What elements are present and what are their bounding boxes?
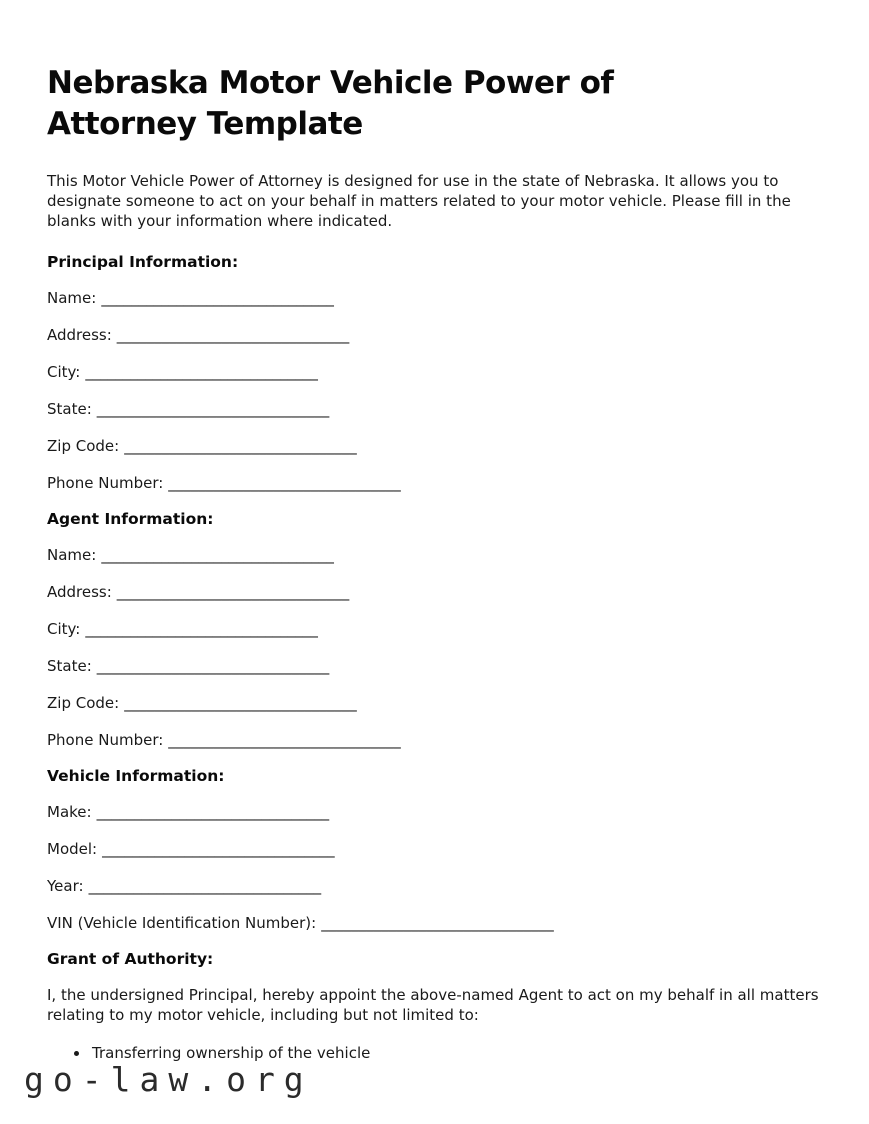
principal-zip-row	[47, 436, 822, 457]
vehicle-make-row	[47, 802, 822, 823]
grant-of-authority-heading: Grant of Authority:	[47, 950, 214, 968]
principal-zip-label: Zip Code:	[47, 437, 120, 455]
principal-city-label: City:	[47, 363, 81, 381]
section-vehicle-information	[47, 767, 822, 934]
vehicle-vin-row	[47, 913, 822, 934]
agent-name-blank-line: _______________________________	[101, 546, 334, 564]
principal-name-row	[47, 288, 822, 309]
vehicle-vin-label: VIN (Vehicle Identification Number):	[47, 914, 317, 932]
go-law-watermark: go-law.org	[24, 1060, 313, 1099]
vehicle-vin-blank-line: _______________________________	[321, 914, 554, 932]
principal-address-row	[47, 325, 822, 346]
principal-state-blank-line: _______________________________	[96, 400, 330, 418]
vehicle-make-blank-line: _______________________________	[96, 803, 330, 821]
principal-name-blank-line: _______________________________	[101, 289, 334, 307]
agent-phone-row	[47, 730, 822, 751]
agent-state-label: State:	[47, 657, 92, 675]
vehicle-information-heading: Vehicle Information:	[47, 767, 225, 785]
agent-city-row	[47, 619, 822, 640]
page-title: Nebraska Motor Vehicle Power of Attorney Template	[47, 65, 614, 142]
vehicle-make-label: Make:	[47, 803, 92, 821]
grant-of-authority-paragraph: I, the undersigned Principal, hereby appoint the above-named Agent to act on my behalf in all matters relating to my motor vehicle, including but not limited to:	[47, 986, 819, 1024]
section-agent-information	[47, 510, 822, 751]
vehicle-year-blank-line: _______________________________	[88, 877, 322, 895]
agent-information-heading: Agent Information:	[47, 510, 214, 528]
principal-phone-label: Phone Number:	[47, 474, 164, 492]
agent-state-row	[47, 656, 822, 677]
intro-paragraph: This Motor Vehicle Power of Attorney is designed for use in the state of Nebraska. It allows you to designate someone to act on your behalf in matters related to your motor vehicle. Please fill in the blanks with your information where indicated.	[47, 172, 791, 230]
section-principal-information	[47, 253, 822, 494]
principal-zip-blank-line: _______________________________	[124, 437, 357, 455]
agent-city-label: City:	[47, 620, 81, 638]
principal-city-blank-line: _______________________________	[85, 363, 318, 381]
agent-name-row	[47, 545, 822, 566]
agent-zip-row	[47, 693, 822, 714]
principal-name-label: Name:	[47, 289, 97, 307]
section-grant-of-authority	[47, 950, 822, 1063]
principal-state-label: State:	[47, 400, 92, 418]
vehicle-year-label: Year:	[47, 877, 84, 895]
agent-zip-label: Zip Code:	[47, 694, 120, 712]
vehicle-year-row	[47, 876, 822, 897]
principal-address-blank-line: _______________________________	[116, 326, 350, 344]
agent-phone-blank-line: _______________________________	[168, 731, 401, 749]
agent-zip-blank-line: _______________________________	[124, 694, 357, 712]
principal-phone-row	[47, 473, 822, 494]
agent-phone-label: Phone Number:	[47, 731, 164, 749]
agent-name-label: Name:	[47, 546, 97, 564]
principal-phone-blank-line: _______________________________	[168, 474, 401, 492]
principal-state-row	[47, 399, 822, 420]
principal-city-row	[47, 362, 822, 383]
principal-address-label: Address:	[47, 326, 112, 344]
principal-information-heading: Principal Information:	[47, 253, 239, 271]
grant-authority-item-transfer-ownership: • Transferring ownership of the vehicle	[90, 1043, 822, 1063]
agent-address-blank-line: _______________________________	[116, 583, 350, 601]
agent-city-blank-line: _______________________________	[85, 620, 318, 638]
agent-address-label: Address:	[47, 583, 112, 601]
agent-state-blank-line: _______________________________	[96, 657, 330, 675]
vehicle-model-blank-line: _______________________________	[102, 840, 335, 858]
vehicle-model-row	[47, 839, 822, 860]
vehicle-model-label: Model:	[47, 840, 98, 858]
agent-address-row	[47, 582, 822, 603]
